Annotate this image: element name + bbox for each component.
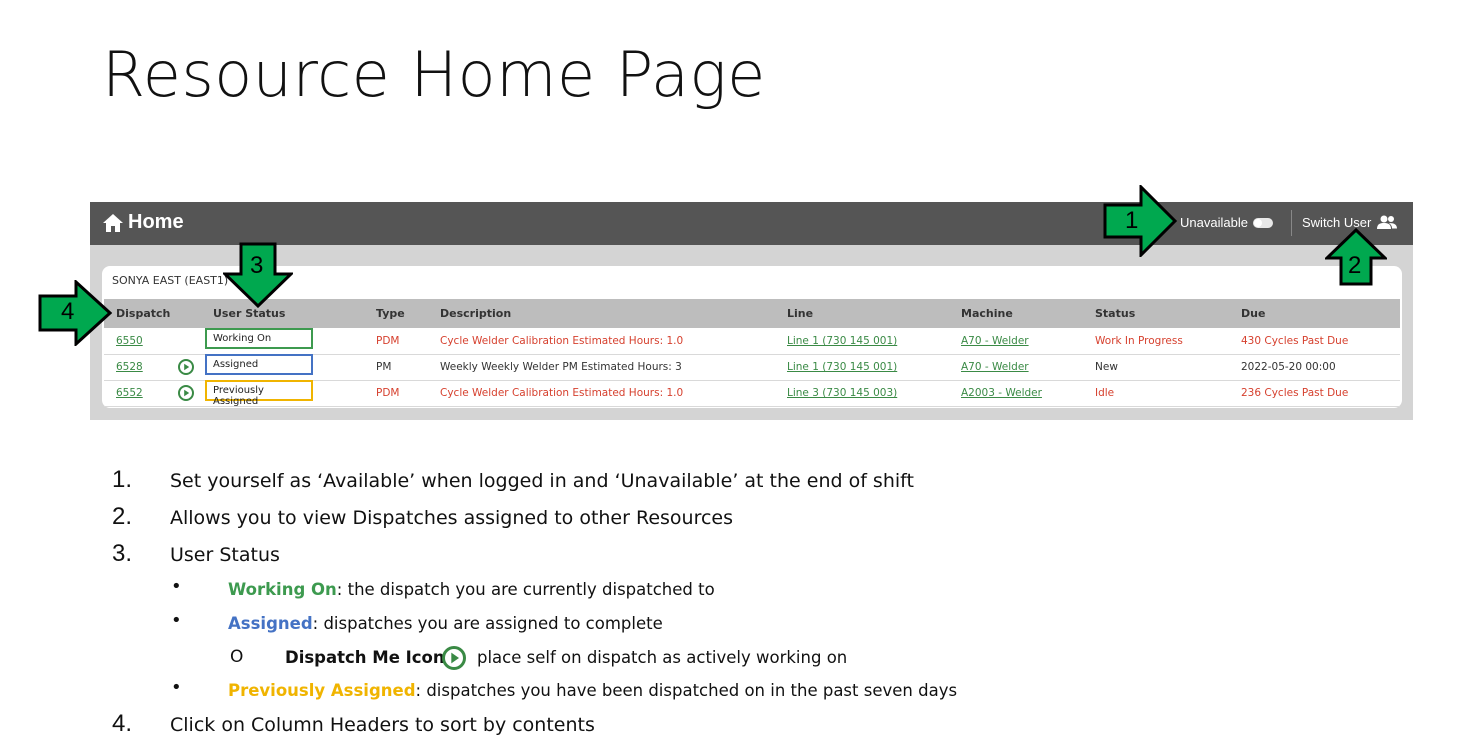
dispatch-me-icon-label: Dispatch Me Icon bbox=[285, 648, 445, 667]
header-divider bbox=[1291, 210, 1292, 236]
machine-link[interactable]: A70 - Welder bbox=[961, 335, 1029, 347]
previously-assigned-description: : dispatches you have been dispatched on in the past seven days bbox=[415, 681, 958, 700]
dispatch-link[interactable]: 6552 bbox=[116, 387, 143, 399]
callout-number-1: 1 bbox=[1125, 207, 1139, 234]
table-header bbox=[104, 299, 1400, 328]
type-cell: PM bbox=[376, 361, 392, 373]
status-cell: New bbox=[1095, 361, 1118, 373]
callout-number-3: 3 bbox=[250, 252, 264, 279]
type-cell: PDM bbox=[376, 387, 400, 399]
description-cell: Weekly Weekly Welder PM Estimated Hours: 3 bbox=[440, 361, 682, 373]
note-4-number: 4. bbox=[112, 710, 133, 737]
bullet: • bbox=[171, 610, 182, 631]
note-3-text: User Status bbox=[170, 544, 280, 566]
sub-bullet: O bbox=[230, 647, 244, 667]
line-link[interactable]: Line 3 (730 145 003) bbox=[787, 387, 898, 399]
dispatch-me-icon[interactable] bbox=[178, 385, 194, 401]
description-cell: Cycle Welder Calibration Estimated Hours: 1.0 bbox=[440, 387, 684, 399]
table-row bbox=[104, 329, 1400, 355]
availability-toggle[interactable] bbox=[1180, 215, 1273, 230]
callout-number-2: 2 bbox=[1348, 252, 1362, 279]
assigned-note bbox=[228, 614, 663, 633]
dispatch-me-description: place self on dispatch as actively working on bbox=[477, 648, 848, 667]
switch-user-label: Switch User bbox=[1302, 215, 1372, 230]
working-on-description: : the dispatch you are currently dispatched to bbox=[336, 580, 715, 599]
line-link[interactable]: Line 1 (730 145 001) bbox=[787, 335, 898, 347]
table-row bbox=[104, 355, 1400, 381]
working-on-keyword: Working On bbox=[228, 580, 337, 599]
assigned-keyword: Assigned bbox=[228, 614, 313, 633]
slide-title: Resource Home Page bbox=[102, 38, 766, 111]
user-status-previously-assigned: Previously Assigned bbox=[205, 380, 313, 401]
col-line[interactable]: Line bbox=[787, 307, 814, 320]
note-3-number: 3. bbox=[112, 540, 133, 567]
due-cell: 236 Cycles Past Due bbox=[1241, 387, 1349, 399]
dispatch-me-icon[interactable] bbox=[178, 359, 194, 375]
col-status[interactable]: Status bbox=[1095, 307, 1136, 320]
col-due[interactable]: Due bbox=[1241, 307, 1266, 320]
bullet: • bbox=[171, 576, 182, 597]
unavailable-label: Unavailable bbox=[1180, 215, 1248, 230]
machine-link[interactable]: A2003 - Welder bbox=[961, 387, 1042, 399]
status-cell: Work In Progress bbox=[1095, 335, 1183, 347]
type-cell: PDM bbox=[376, 335, 400, 347]
description-cell: Cycle Welder Calibration Estimated Hours: 1.0 bbox=[440, 335, 684, 347]
working-on-note bbox=[228, 580, 715, 599]
resource-name: SONYA EAST (EAST1) bbox=[112, 274, 229, 287]
dispatch-link[interactable]: 6550 bbox=[116, 335, 143, 347]
dispatch-me-icon bbox=[441, 645, 467, 671]
due-cell: 430 Cycles Past Due bbox=[1241, 335, 1349, 347]
note-1-number: 1. bbox=[112, 466, 133, 493]
user-status-working-on: Working On bbox=[205, 328, 313, 349]
callout-arrow-4 bbox=[38, 280, 112, 346]
user-status-assigned: Assigned bbox=[205, 354, 313, 375]
col-type[interactable]: Type bbox=[376, 307, 405, 320]
dispatch-link[interactable]: 6528 bbox=[116, 361, 143, 373]
bullet: • bbox=[171, 677, 182, 698]
col-dispatch[interactable]: Dispatch bbox=[116, 307, 171, 320]
app-header bbox=[90, 202, 1413, 245]
callout-number-4: 4 bbox=[61, 298, 75, 325]
col-user-status[interactable]: User Status bbox=[213, 307, 286, 320]
col-machine[interactable]: Machine bbox=[961, 307, 1013, 320]
note-1-text: Set yourself as ‘Available’ when logged in and ‘Unavailable’ at the end of shift bbox=[170, 470, 914, 492]
machine-link[interactable]: A70 - Welder bbox=[961, 361, 1029, 373]
app-screenshot bbox=[90, 202, 1413, 420]
toggle-switch[interactable] bbox=[1253, 218, 1273, 228]
note-4-text: Click on Column Headers to sort by contents bbox=[170, 714, 595, 736]
home-icon bbox=[102, 213, 124, 233]
due-cell: 2022-05-20 00:00 bbox=[1241, 361, 1336, 373]
previously-assigned-note bbox=[228, 681, 957, 700]
dispatch-card bbox=[102, 266, 1402, 408]
note-2-text: Allows you to view Dispatches assigned to other Resources bbox=[170, 507, 734, 529]
status-cell: Idle bbox=[1095, 387, 1115, 399]
col-description[interactable]: Description bbox=[440, 307, 512, 320]
previously-assigned-keyword: Previously Assigned bbox=[228, 681, 416, 700]
home-title: Home bbox=[128, 211, 184, 233]
home-link[interactable] bbox=[102, 211, 184, 234]
line-link[interactable]: Line 1 (730 145 001) bbox=[787, 361, 898, 373]
note-2-number: 2. bbox=[112, 503, 133, 530]
assigned-description: : dispatches you are assigned to complete bbox=[312, 614, 663, 633]
table-row bbox=[104, 381, 1400, 407]
callout-arrow-1 bbox=[1103, 185, 1177, 257]
